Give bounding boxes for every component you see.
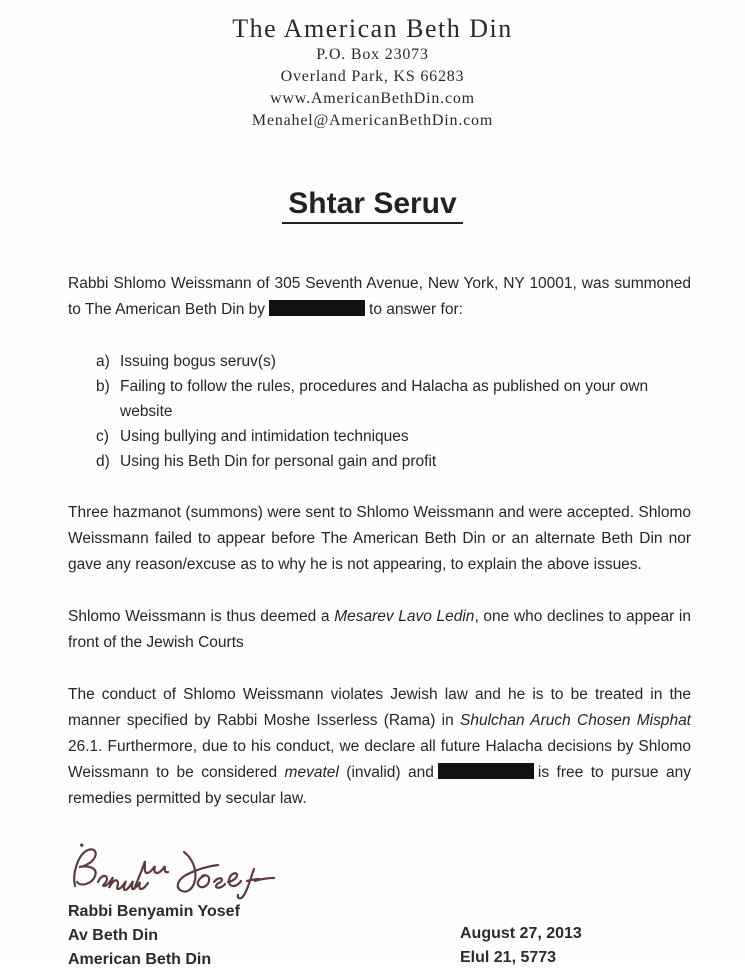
charge-item (96, 449, 691, 474)
document-title: Shtar Seruv (54, 187, 691, 221)
shulchan-aruch-reference: Shulchan Aruch Chosen Misphat (460, 712, 691, 729)
signer-title: Av Beth Din (68, 927, 159, 944)
website-line: www.AmericanBethDin.com (270, 90, 475, 107)
mevatel-term: mevatel (284, 764, 339, 781)
charge-label: d) (96, 453, 110, 470)
charge-text: Failing to follow the rules, procedures and Halacha as published on your own website (120, 378, 649, 420)
mesarev-after: , one who declines to appear in front of the Jewish Courts (68, 608, 691, 651)
hazmanot-paragraph: Three hazmanot (summons) were sent to Shlomo Weissmann and were accepted. Shlomo Weissmann failed to appear before The American Beth Din or an alternate Beth Din nor gave any reason/excuse as to why he is not appearing, to explain the above issues. (68, 504, 691, 573)
gregorian-date: August 27, 2013 (460, 925, 582, 942)
letterhead (54, 14, 691, 132)
redaction-box (438, 763, 534, 779)
mesarev-term: Mesarev Lavo Ledin (334, 608, 475, 625)
charge-text: Using his Beth Din for personal gain and profit (120, 453, 437, 470)
city-state-zip-line: Overland Park, KS 66283 (280, 68, 465, 85)
charge-label: b) (96, 378, 110, 395)
intro-text-after: to answer for: (369, 301, 463, 318)
charge-label: c) (96, 428, 109, 445)
signoff-block (68, 838, 691, 972)
charge-text: Using bullying and intimidation techniques (120, 428, 409, 445)
charge-text: Issuing bogus seruv(s) (120, 353, 276, 370)
email-line: Menahel@AmericanBethDin.com (251, 112, 494, 129)
hebrew-date: Elul 21, 5773 (460, 949, 557, 966)
conduct-paragraph (68, 682, 691, 812)
redaction-box (269, 300, 365, 316)
charge-item (96, 374, 691, 424)
charge-label: a) (96, 353, 110, 370)
conduct-text-3: (invalid) and (346, 764, 434, 781)
intro-paragraph (68, 271, 691, 323)
po-box-line: P.O. Box 23073 (316, 46, 429, 63)
charge-item (96, 349, 691, 374)
handwritten-signature (62, 838, 297, 900)
date-block (460, 922, 582, 970)
mesarev-paragraph (68, 604, 691, 656)
org-name: The American Beth Din (232, 14, 513, 43)
charge-item (96, 424, 691, 449)
conduct-text-2: 26.1. Furthermore, due to his conduct, we declare all future Halacha decisions by Shlomo Weissmann to be considered (68, 738, 691, 781)
signer-org: American Beth Din (68, 951, 212, 968)
letter-body (68, 271, 691, 812)
signer-name: Rabbi Benyamin Yosef (68, 903, 240, 920)
conduct-text-1: The conduct of Shlomo Weissmann violates Jewish law and he is to be treated in the manner specified by Rabbi Moshe Isserless (Rama) in (68, 686, 691, 729)
mesarev-before: Shlomo Weissmann is thus deemed a (68, 608, 335, 625)
intro-text-before: Rabbi Shlomo Weissmann of 305 Seventh Avenue, New York, NY 10001, was summoned to The American Beth Din by (68, 275, 691, 318)
charges-list (96, 349, 691, 474)
conduct-text-4: is free to pursue any remedies permitted by secular law. (68, 764, 691, 807)
